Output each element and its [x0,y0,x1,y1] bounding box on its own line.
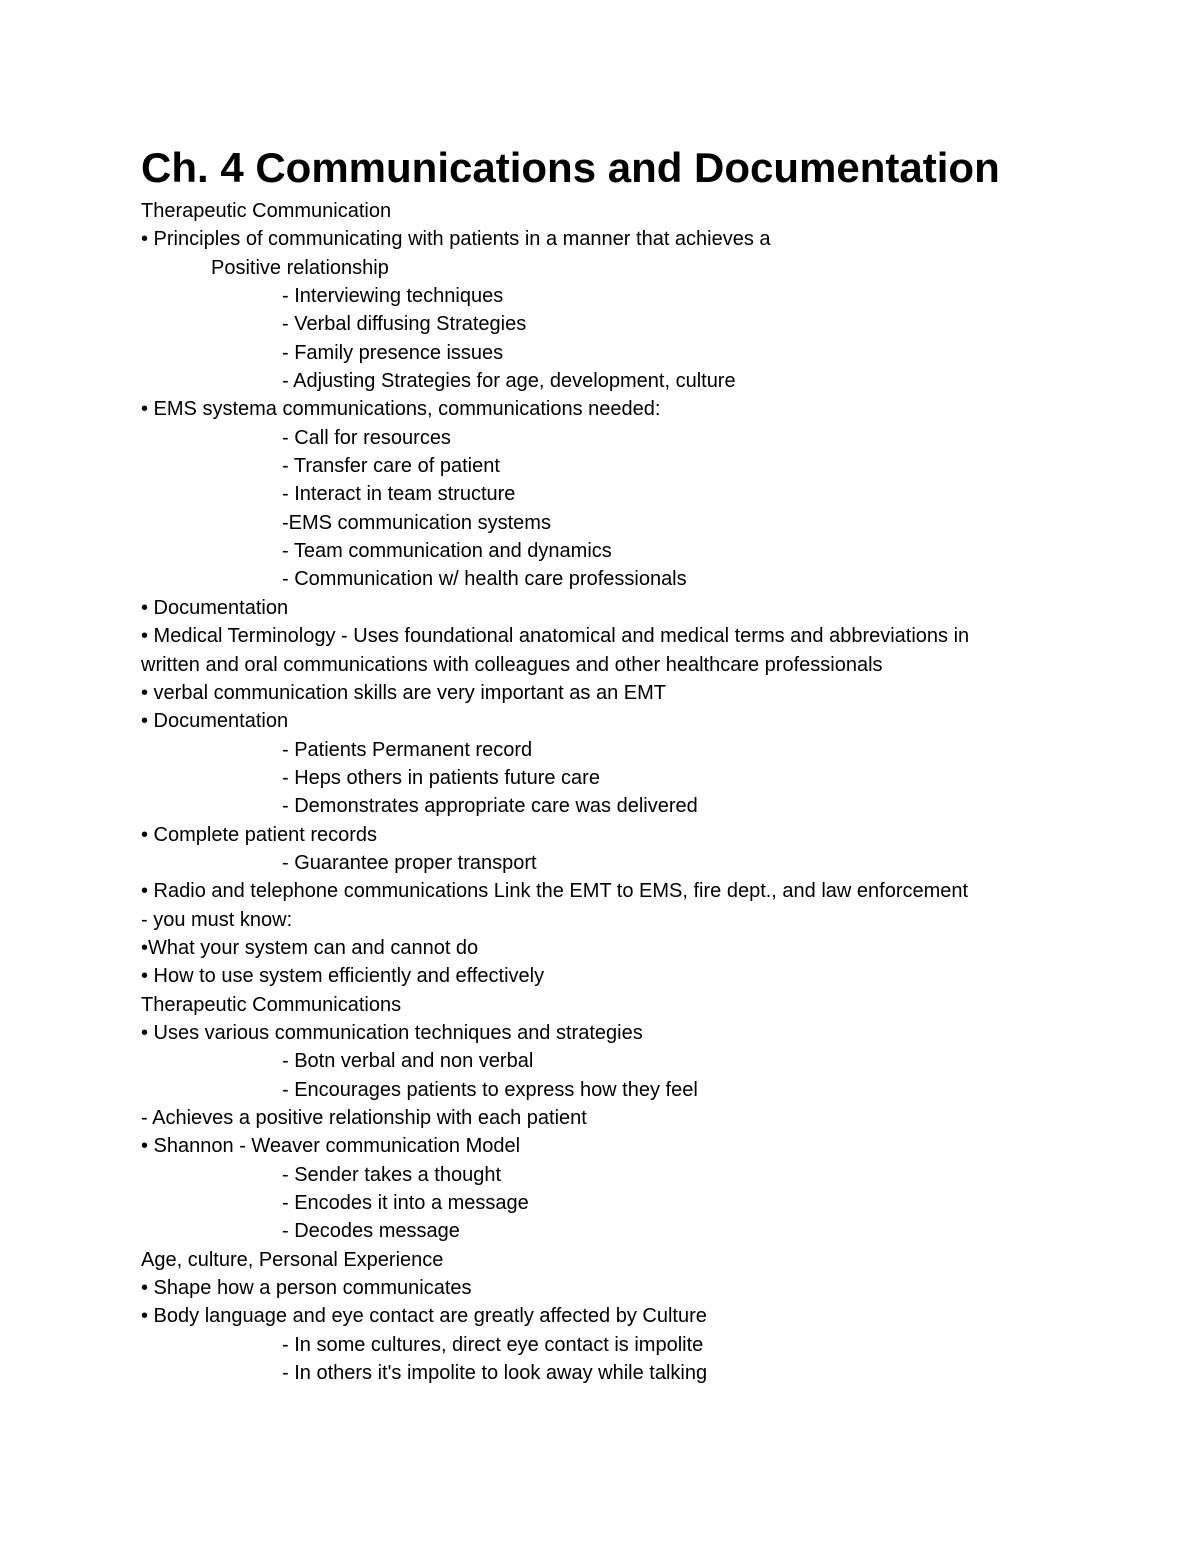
note-line: - Demonstrates appropriate care was delivered [282,795,698,818]
note-line: Positive relationship [211,256,389,279]
note-line: • Principles of communicating with patients in a manner that achieves a [141,228,771,251]
note-line: • Body language and eye contact are greatly affected by Culture [141,1305,707,1328]
note-line: Therapeutic Communication [141,200,392,222]
note-line: - In some cultures, direct eye contact is impolite [282,1333,704,1356]
note-line: • Shannon - Weaver communication Model [141,1135,521,1158]
note-line: - Patients Permanent record [282,738,533,761]
note-line: •What your system can and cannot do [141,936,479,959]
page-title: Ch. 4 Communications and Documentation [141,144,1000,191]
note-line: • Uses various communication techniques and strategies [141,1021,643,1044]
note-line: • Radio and telephone communications Link the EMT to EMS, fire dept., and law enforcement [141,880,969,903]
note-line: • EMS systema communications, communications needed: [141,398,661,421]
note-line: - Communication w/ health care professionals [282,568,687,591]
note-line: - Botn verbal and non verbal [282,1050,534,1073]
note-line: - Encourages patients to express how they feel [282,1078,698,1101]
note-line: - Transfer care of patient [282,455,500,478]
note-line: - Team communication and dynamics [282,540,612,563]
note-line: • How to use system efficiently and effectively [141,965,545,988]
note-line: -EMS communication systems [282,511,551,534]
note-line: • Medical Terminology - Uses foundational anatomical and medical terms and abbreviations in [141,625,970,648]
note-line: - Encodes it into a message [282,1192,529,1215]
note-line: - Adjusting Strategies for age, development, culture [282,370,736,393]
note-line: Age, culture, Personal Experience [141,1248,444,1271]
note-line: • Complete patient records [141,823,378,846]
note-line: - Interact in team structure [282,483,516,506]
note-line: • Documentation [141,596,289,619]
note-line: Therapeutic Communications [141,993,402,1016]
notes-body [141,197,1141,1387]
note-line: - Guarantee proper transport [282,851,537,874]
note-line: - In others it's impolite to look away while talking [282,1362,708,1385]
note-line: • Shape how a person communicates [141,1277,472,1300]
note-line: - you must know: [141,908,293,931]
note-line: • verbal communication skills are very important as an EMT [141,681,666,704]
note-line: - Verbal diffusing Strategies [282,313,527,336]
note-line: - Achieves a positive relationship with each patient [141,1107,587,1129]
note-line: - Family presence issues [282,341,504,364]
note-line: - Decodes message [282,1220,460,1243]
note-line: - Interviewing techniques [282,285,504,308]
note-line: • Documentation [141,710,289,733]
note-line: - Call for resources [282,426,451,449]
note-line: written and oral communications with colleagues and other healthcare professionals [141,653,883,676]
note-line: - Sender takes a thought [282,1163,502,1186]
note-line: - Heps others in patients future care [282,766,600,789]
